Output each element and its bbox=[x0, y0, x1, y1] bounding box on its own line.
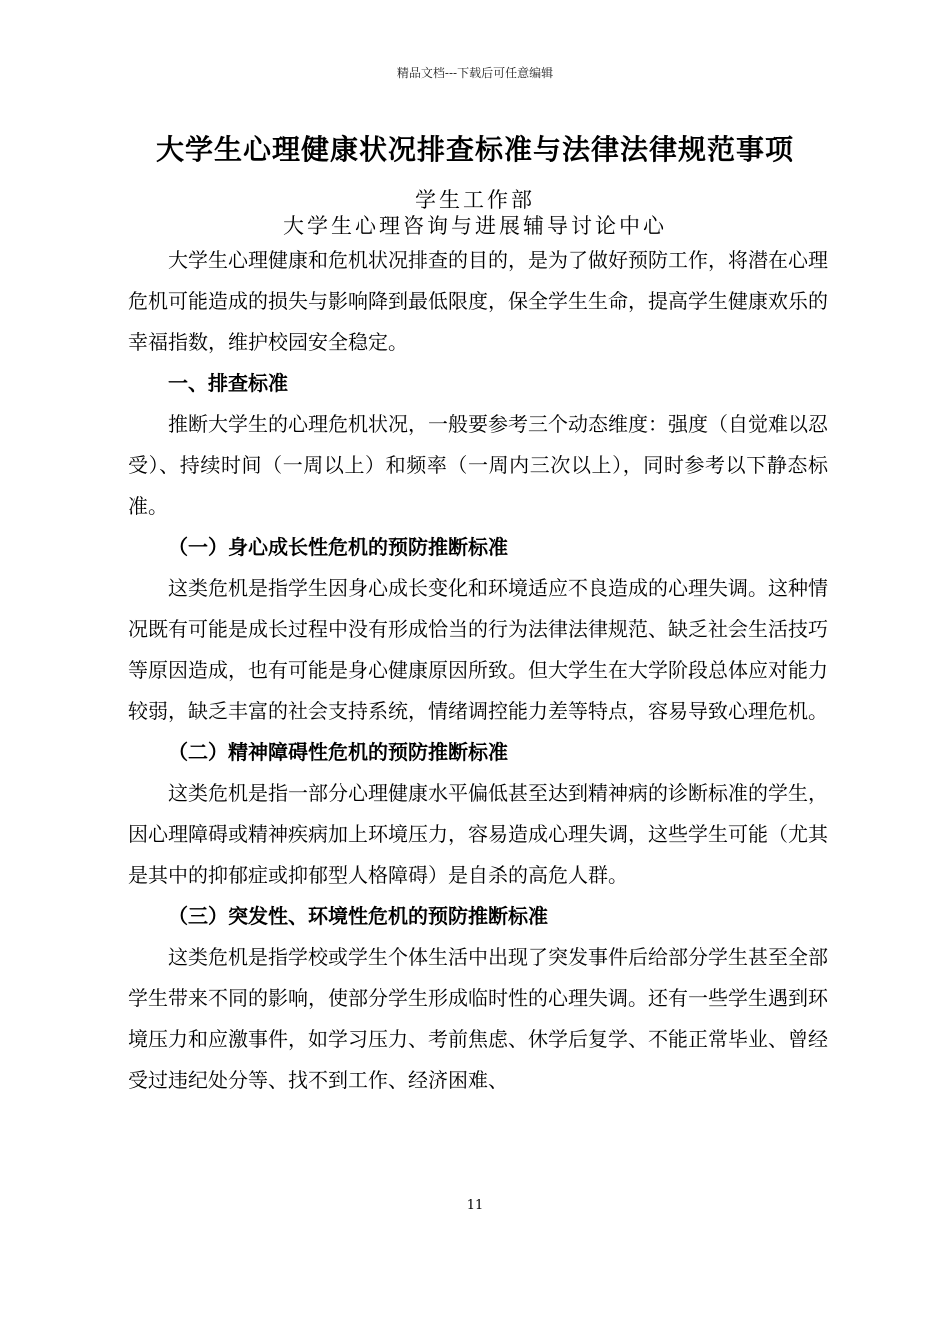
document-body bbox=[128, 240, 828, 1101]
center-name: 大学生心理咨询与进展辅导讨论中心 bbox=[283, 214, 667, 238]
subsection-heading-sudden-crisis: （三）突发性、环境性危机的预防推断标准 bbox=[168, 904, 548, 928]
subsection-paragraph-sudden-crisis: 这类危机是指学校或学生个体生活中出现了突发事件后给部分学生甚至全部学生带来不同的影响，使部分学生形成临时性的心理失调。还有一些学生遇到环境压力和应激事件，如学习压力、考前焦虑、休学后复学、不能正常毕业、曾经受过违纪处分等、找不到工作、经济困难、 bbox=[128, 945, 828, 1092]
subsection-paragraph-growth-crisis: 这类危机是指学生因身心成长变化和环境适应不良造成的心理失调。这种情况既有可能是成长过程中没有形成恰当的行为法律法律规范、缺乏社会生活技巧等原因造成，也有可能是身心健康原因所致。但大学生在大学阶段总体应对能力较弱，缺乏丰富的社会支持系统，情绪调控能力差等特点，容易导致心理危机。 bbox=[128, 576, 828, 723]
intro-paragraph: 大学生心理健康和危机状况排查的目的，是为了做好预防工作，将潜在心理危机可能造成的损失与影响降到最低限度，保全学生生命，提高学生健康欢乐的幸福指数，维护校园安全稳定。 bbox=[128, 248, 828, 354]
document-title: 大学生心理健康状况排查标准与法律法律规范事项 bbox=[155, 133, 794, 166]
subsection-heading-growth-crisis: （一）身心成长性危机的预防推断标准 bbox=[168, 535, 508, 559]
subsection-heading-mental-disorder-crisis: （二）精神障碍性危机的预防推断标准 bbox=[168, 740, 508, 764]
subsection-paragraph-mental-disorder-crisis: 这类危机是指一部分心理健康水平偏低甚至达到精神病的诊断标准的学生，因心理障碍或精神疾病加上环境压力，容易造成心理失调，这些学生可能（尤其是其中的抑郁症或抑郁型人格障碍）是自杀的高危人群。 bbox=[128, 781, 828, 887]
header-note: 精品文档---下载后可任意编辑 bbox=[396, 66, 554, 80]
section-heading-screening-standards: 一、排查标准 bbox=[168, 371, 288, 395]
page-number: 11 bbox=[466, 1198, 484, 1213]
department-name: 学生工作部 bbox=[415, 188, 535, 212]
section-paragraph-screening: 推断大学生的心理危机状况，一般要参考三个动态维度：强度（自觉难以忍受）、持续时间（一周以上）和频率（一周内三次以上），同时参考以下静态标准。 bbox=[128, 412, 828, 518]
